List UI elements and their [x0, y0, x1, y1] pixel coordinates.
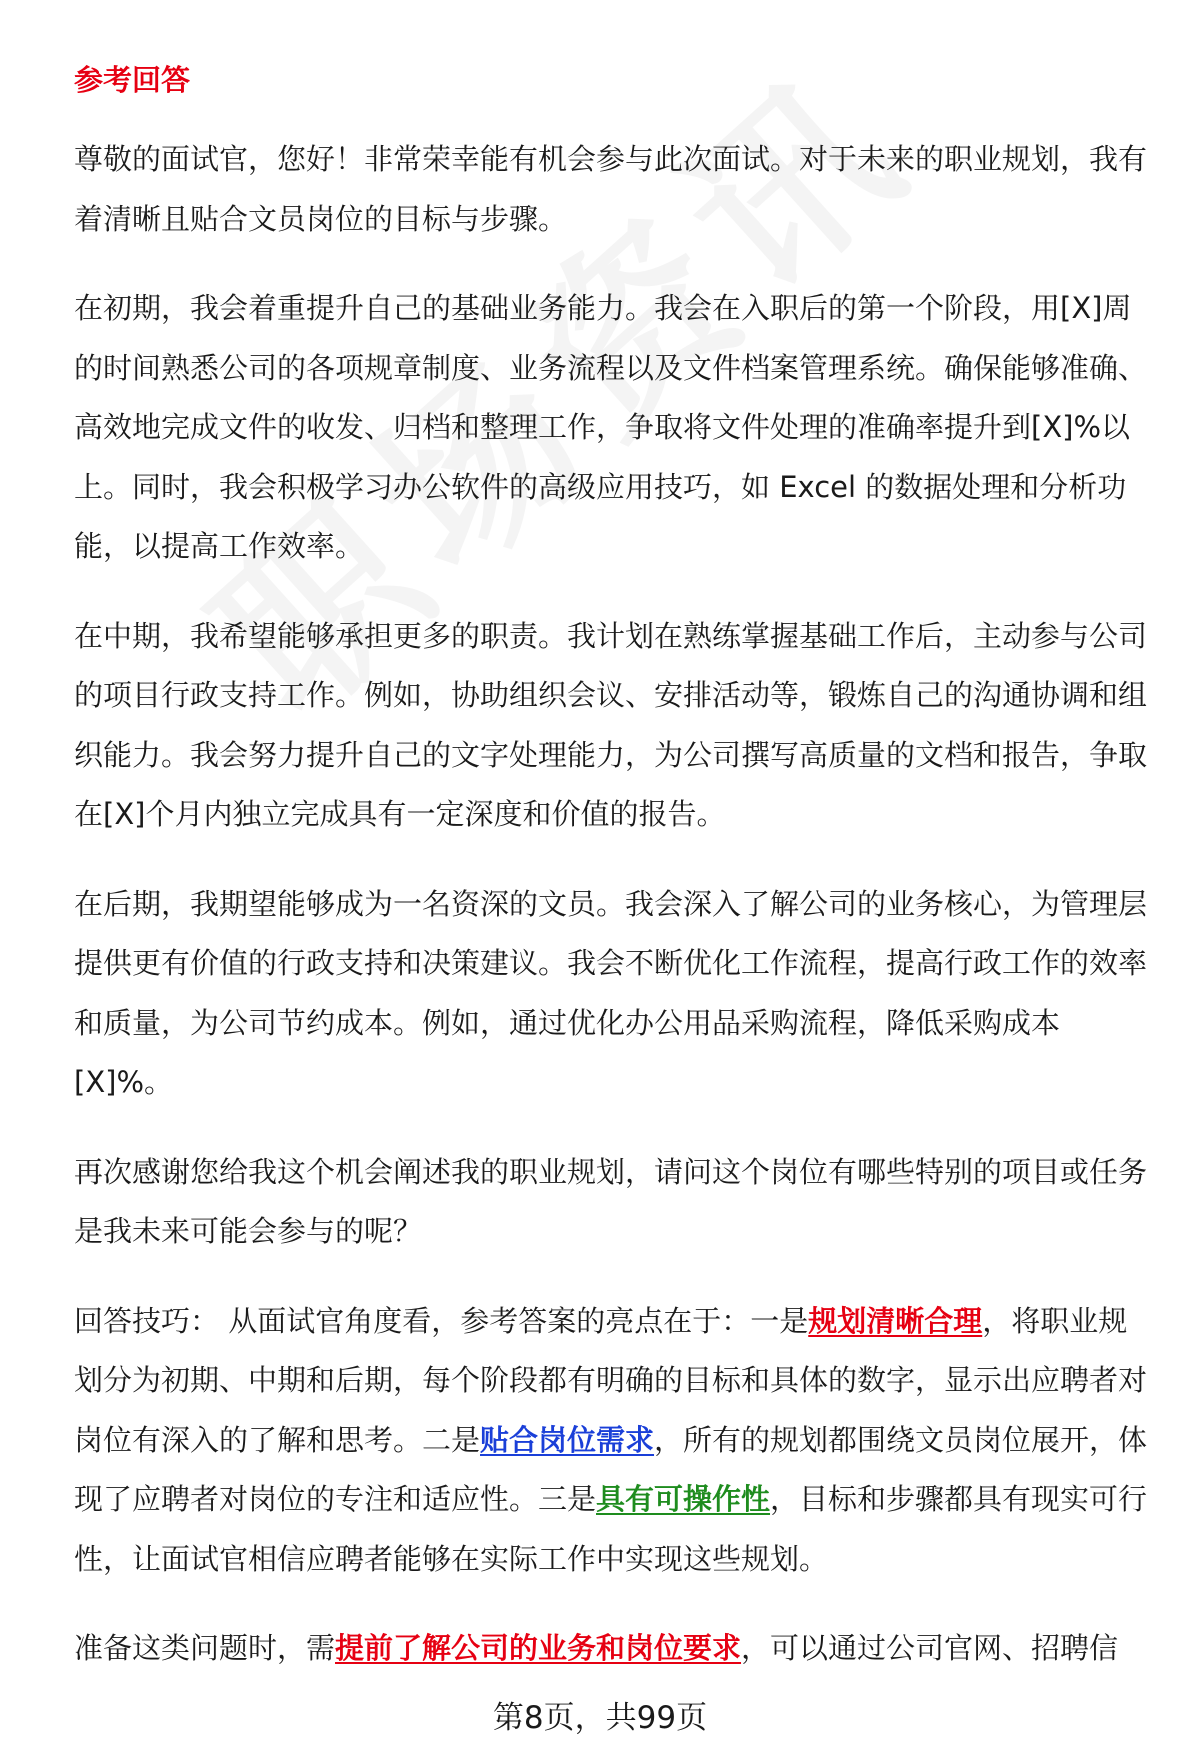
tips-text-2: ，将职业规划分为初期、中期和后期，每个阶段都有明确的目标和具体的数字，显示出应聘者对岗位有深入的了解和思考。二是: [74, 1303, 1148, 1457]
prep-text-1: 准备这类问题时，需: [74, 1631, 336, 1665]
tips-text-4: ，目标和步骤都具有现实可行性，让面试官相信应聘者能够在实际工作中实现这些规划。: [74, 1482, 1148, 1576]
paragraph-preparation: [74, 1619, 1154, 1679]
page-number-footer: 第8页，共99页: [492, 1700, 708, 1736]
tips-text-1: 回答技巧： 从面试官角度看，参考答案的亮点在于：一是: [74, 1303, 809, 1338]
highlight-clear-plan: 规划清晰合理: [808, 1303, 983, 1338]
paragraph-mid-stage: 在中期，我希望能够承担更多的职责。我计划在熟练掌握基础工作后，主动参与公司的项目行政支持工作。例如，协助组织会议、安排活动等，锻炼自己的沟通协调和组织能力。我会努力提升自己的文字处理能力，为公司撰写高质量的文档和报告，争取在[X]个月内独立完成具有一定深度和价值的报告。: [74, 618, 1148, 831]
paragraph-early-stage: 在初期，我会着重提升自己的基础业务能力。我会在入职后的第一个阶段，用[X]周的时间熟悉公司的各项规章制度、业务流程以及文件档案管理系统。确保能够准确、高效地完成文件的收发、归档和整理工作，争取将文件处理的准确率提升到[X]%以上。同时，我会积极学习办公软件的高级应用技巧，如 Excel 的数据处理和分析功能，以提高工作效率。: [74, 291, 1148, 563]
highlight-know-company: 提前了解公司的业务和岗位要求: [335, 1631, 742, 1665]
tips-text-3: ，所有的规划都围绕文员岗位展开，体现了应聘者对岗位的专注和适应性。三是: [74, 1422, 1148, 1516]
paragraph-closing-question: 再次感谢您给我这个机会阐述我的职业规划，请问这个岗位有哪些特别的项目或任务是我未来可能会参与的呢？: [74, 1154, 1148, 1248]
prep-text-2: ，可以通过公司官网、招聘信: [741, 1631, 1119, 1665]
section-heading: 参考回答: [74, 63, 191, 97]
paragraph-answer-tips: [74, 1292, 1154, 1590]
paragraph-greeting: 尊敬的面试官，您好！非常荣幸能有机会参与此次面试。对于未来的职业规划，我有着清晰且贴合文员岗位的目标与步骤。: [74, 142, 1148, 236]
highlight-job-fit: 贴合岗位需求: [480, 1422, 655, 1457]
highlight-operability: 具有可操作性: [596, 1482, 771, 1516]
answer-content: [74, 52, 1154, 1709]
paragraph-late-stage: 在后期，我期望能够成为一名资深的文员。我会深入了解公司的业务核心，为管理层提供更有价值的行政支持和决策建议。我会不断优化工作流程，提高行政工作的效率和质量，为公司节约成本。例如，通过优化办公用品采购流程，降低采购成本[X]%。: [74, 886, 1148, 1099]
